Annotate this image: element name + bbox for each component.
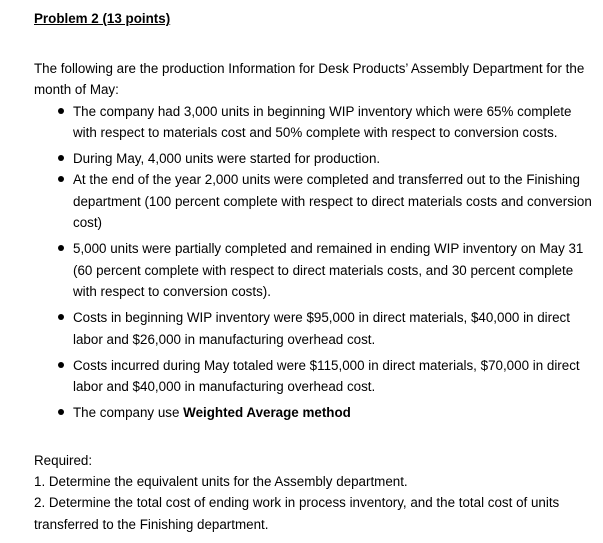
list-item-text: Costs incurred during May totaled were $115,000 in direct materials, $70,000 in direct labor and $40,000 in manufacturing overhead cost. bbox=[73, 357, 580, 395]
list-item bbox=[34, 238, 594, 302]
list-item bbox=[34, 101, 594, 144]
list-item-text: The company use bbox=[73, 405, 184, 421]
bullet-icon bbox=[58, 155, 64, 161]
facts-list bbox=[34, 101, 594, 424]
method-emphasis: Weighted Average method bbox=[183, 405, 351, 421]
list-item bbox=[34, 355, 594, 398]
document-page bbox=[34, 8, 594, 535]
bullet-icon bbox=[58, 314, 64, 320]
required-item-2: 2. Determine the total cost of ending work in process inventory, and the total cost of units transferred to the Finishing department. bbox=[34, 495, 560, 532]
list-item-text: 5,000 units were partially completed and remained in ending WIP inventory on May 31 (60 percent complete with respect to direct materials costs, and 30 percent complete with respect to conversion costs). bbox=[73, 241, 584, 299]
list-item bbox=[34, 307, 594, 350]
list-item bbox=[34, 148, 594, 169]
list-item-text: At the end of the year 2,000 units were completed and transferred out to the Finishing department (100 percent complete with respect to direct materials costs and conversion cost) bbox=[73, 172, 592, 231]
list-item-text: During May, 4,000 units were started for production. bbox=[73, 151, 381, 167]
bullet-icon bbox=[58, 362, 64, 368]
list-item-text: Costs in beginning WIP inventory were $95,000 in direct materials, $40,000 in direct labor and $26,000 in manufacturing overhead cost. bbox=[73, 310, 570, 347]
bullet-icon bbox=[58, 108, 64, 114]
list-item-text: The company had 3,000 units in beginning WIP inventory which were 65% complete with respect to materials cost and 50% complete with respect to conversion costs. bbox=[73, 103, 572, 140]
required-item-1: 1. Determine the equivalent units for the Assembly department. bbox=[34, 474, 408, 490]
required-section bbox=[34, 450, 594, 535]
intro-paragraph: The following are the production Information for Desk Products’ Assembly Department for the month of May: bbox=[34, 61, 585, 98]
list-item bbox=[34, 169, 594, 233]
bullet-icon bbox=[58, 245, 64, 251]
required-heading: Required: bbox=[34, 452, 93, 468]
bullet-icon bbox=[58, 176, 64, 182]
list-item bbox=[34, 402, 594, 423]
problem-title: Problem 2 (13 points) bbox=[34, 11, 171, 26]
bullet-icon bbox=[58, 409, 64, 415]
